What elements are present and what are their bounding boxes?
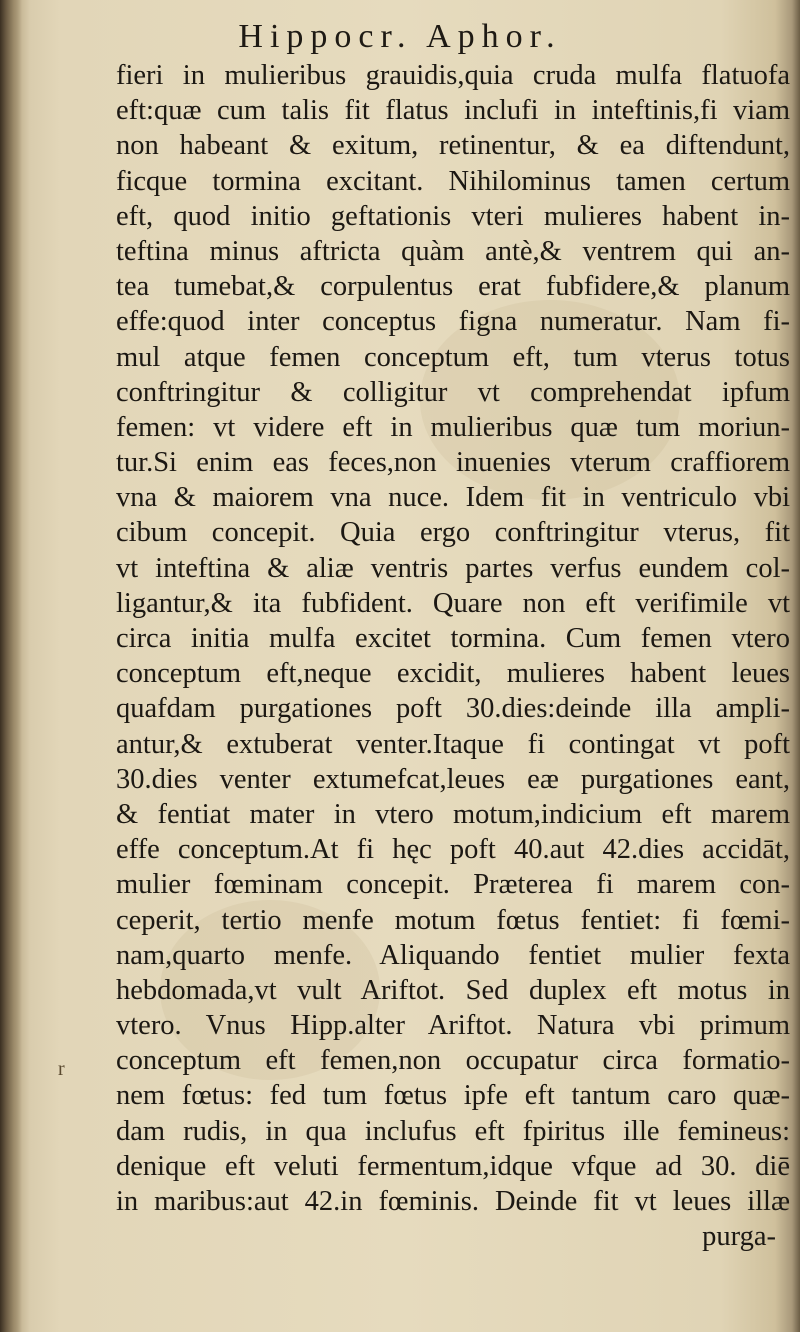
text-line: quafdam purgationes poft 30.dies:deinde illa ampli- — [116, 693, 790, 725]
text-line: tur.Si enim eas feces,non inuenies vterum craffiorem — [116, 447, 790, 479]
text-line: vna & maiorem vna nuce. Idem fit in ventriculo vbi — [116, 482, 790, 514]
margin-mark: r — [58, 1058, 65, 1080]
text-line: antur,& extuberat venter.Itaque fi contingat vt poft — [116, 728, 790, 760]
text-line: nem fœtus: fed tum fœtus ipfe eft tantum caro quæ- — [116, 1080, 790, 1112]
text-line: hebdomada,vt vult Ariftot. Sed duplex eft motus in — [116, 974, 790, 1006]
text-line: tea tumebat,& corpulentus erat fubfidere,& planum — [116, 271, 790, 303]
text-line: & fentiat mater in vtero motum,indicium eft marem — [116, 798, 790, 830]
text-line: conceptum eft,neque excidit, mulieres habent leues — [116, 658, 790, 690]
body-text — [116, 58, 790, 1254]
text-line: nam,quarto menfe. Aliquando fentiet mulier fexta — [116, 939, 790, 971]
text-line: in maribus:aut 42.in fœminis. Deinde fit vt leues illæ — [116, 1186, 790, 1217]
text-line: dam rudis, in qua inclufus eft fpiritus ille femineus: — [116, 1115, 790, 1147]
text-line: denique eft veluti fermentum,idque vfque ad 30. diē — [116, 1150, 790, 1182]
text-line: femen: vt videre eft in mulieribus quæ tum moriun- — [116, 411, 790, 443]
text-line: vt inteftina & aliæ ventris partes verfus eundem col- — [116, 552, 790, 584]
text-line: effe conceptum.At fi hęc poft 40.aut 42.dies accidāt, — [116, 834, 790, 866]
text-line: conftringitur & colligitur vt comprehendat ipfum — [116, 376, 790, 408]
running-title: Hippocr. Aphor. — [238, 18, 562, 55]
text-line: fieri in mulieribus grauidis,quia cruda mulfa flatuofa — [116, 60, 790, 91]
catchword: purga- — [702, 1221, 776, 1253]
text-line: eft:quæ cum talis fit flatus inclufi in inteftinis,fi viam — [116, 95, 790, 127]
book-spine-shadow — [0, 0, 22, 1332]
text-line: effe:quod inter conceptus figna numeratur. Nam fi- — [116, 306, 790, 338]
text-line: vtero. Vnus Hipp.alter Ariftot. Natura vbi primum — [116, 1010, 790, 1042]
text-line: ficque tormina excitant. Nihilominus tamen certum — [116, 165, 790, 197]
text-line: mul atque femen conceptum eft, tum vterus totus — [116, 341, 790, 373]
text-line: circa initia mulfa excitet tormina. Cum femen vtero — [116, 623, 790, 654]
text-line: mulier fœminam concepit. Præterea fi marem con- — [116, 869, 790, 901]
text-line: cibum concepit. Quia ergo conftringitur vterus, fit — [116, 517, 790, 549]
text-line: ligantur,& ita fubfident. Quare non eft verifimile vt — [116, 587, 790, 619]
text-line: conceptum eft femen,non occupatur circa formatio- — [116, 1045, 790, 1077]
text-line: 30.dies venter extumefcat,leues eæ purgationes eant, — [116, 763, 790, 795]
text-line: non habeant & exitum, retinentur, & ea diftendunt, — [116, 130, 790, 162]
text-line: ceperit, tertio menfe motum fœtus fentiet: fi fœmi- — [116, 904, 790, 936]
text-line: teftina minus aftricta quàm antè,& ventrem qui an- — [116, 235, 790, 267]
text-line: eft, quod initio geftationis vteri mulieres habent in- — [116, 200, 790, 232]
